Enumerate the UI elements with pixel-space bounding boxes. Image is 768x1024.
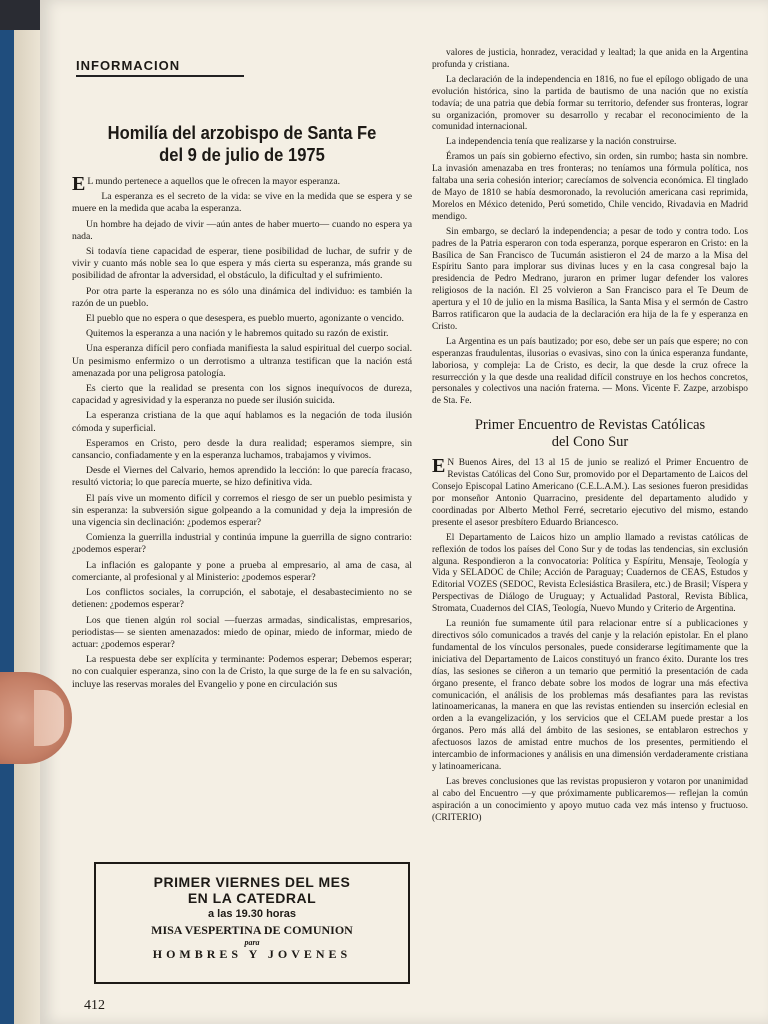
paragraph xyxy=(432,619,748,774)
paragraph-text: Éramos un país sin gobierno efectivo, sin orden, sin rumbo; hasta sin nombre. La invasión amenazaba en tres fronteras; no teníamos una fórmula política, nos faltaba una seria cohesión interior; carecíamos de solvencia económica. El tinglado de Mayo de 1810 se había desmoronado, la revolución americana casi reprimida, Morelos en México detenido, Perú sometido, Chile vencido, Rivadavia en Madrid mendigo. xyxy=(432,152,748,222)
paragraph xyxy=(72,532,412,556)
paragraph-text: Quitemos la esperanza a una nación y le habremos quitado su razón de existir. xyxy=(86,328,389,340)
paragraph-text: Un hombre ha dejado de vivir —aún antes de haber muerto— cuando no espera ya nada. xyxy=(72,218,412,242)
paragraph-text: Los conflictos sociales, la corrupción, el sabotaje, el desabastecimiento no se detienen: ¿podemos esperar? xyxy=(72,587,412,611)
paragraph-text: El país vive un momento difícil y corremos el riesgo de ser un pueblo pesimista y sin esperanza: la subversión sigue golpeando a la comunidad y deja la impresión de una vigencia sin declinación: ¿podemos esperar? xyxy=(72,492,412,529)
advert-line1: PRIMER VIERNES DEL MES xyxy=(153,874,351,890)
paragraph xyxy=(72,587,412,611)
paragraph-text: Por otra parte la esperanza no es sólo una dinámica del individuo: es también la razón de un pueblo. xyxy=(72,285,412,309)
article2-title-line2: del Cono Sur xyxy=(551,434,629,451)
paragraph xyxy=(72,173,412,195)
paragraph-text: La esperanza es el secreto de la vida: se vive en la medida que se espera y se muere en la medida que acaba la esperanza. xyxy=(72,191,412,215)
paragraph-text: Es cierto que la realidad se presenta con los signos inequívocos de dureza, capacidad y agresividad y la esperanza no puede ser ilusión suicida. xyxy=(72,383,412,407)
drop-cap: E xyxy=(432,455,446,478)
paragraph-text: valores de justicia, honradez, veracidad y lealtad; la que anida en la Argentina profunda y cristiana. xyxy=(432,48,748,70)
paragraph xyxy=(432,137,748,149)
paragraph xyxy=(432,777,748,825)
paragraph-text: Comienza la guerrilla industrial y continúa impune la guerrilla de signo contrario: ¿podemos esperar? xyxy=(72,532,412,556)
paragraph-text: L mundo pertenece a aquellos que le ofrecen la mayor esperanza. xyxy=(87,176,341,187)
paragraph xyxy=(432,337,748,408)
paragraph xyxy=(72,383,412,407)
paragraph xyxy=(72,654,412,691)
paragraph xyxy=(432,227,748,334)
paragraph-text: El Departamento de Laicos hizo un amplio llamado a revistas católicas de reflexión de todos los países del Cono Sur y de todas las tendencias, sin exclusión alguna. Respondieron a la convocatoria: Política y Espíritu, Mensaje, Teología y Vida y SELADOC de Chile; Acción de Paraguay; Cuadernos de CEAS, Estudos y Editorial VOZES (SEDOC, Revista Eclesiástica Brasilera, etc.) de Brasil; Víspera y Perspectivas de Diálogo de Uruguay; y Actualidad Pastoral, Revista Bíblica, Stromata, Cuadernos del CIAS, Teología, Nuevo Mundo y Criterio de Argentina. xyxy=(432,532,748,615)
paragraph-text: La esperanza cristiana de la que aquí hablamos es la negación de toda ilusión cómoda y superficial. xyxy=(72,410,412,434)
article1-title xyxy=(86,122,399,166)
section-heading: INFORMACION xyxy=(76,58,244,77)
paragraph-text: La respuesta debe ser explícita y terminante: Podemos esperar; Debemos esperar; no con cualquier esperanza, sino con la de Cristo, la que surge de la fe en su salvación, incluye las reservas morales del Evangelio y pone en circulación sus xyxy=(72,654,412,690)
article1-title-line2: del 9 de julio de 1975 xyxy=(159,145,325,165)
article1-title-line1: Homilía del arzobispo de Santa Fe xyxy=(107,123,377,143)
paragraph xyxy=(72,219,412,243)
advert-line6: HOMBRES Y JOVENES xyxy=(152,947,352,961)
advert-line2: EN LA CATEDRAL xyxy=(187,890,317,906)
paragraph-text: Desde el Viernes del Calvario, hemos aprendido la lección: lo que parecía fracaso, resultó victoria; lo que parecía muerte, se hizo definitiva vida. xyxy=(72,465,412,489)
paragraph xyxy=(432,533,748,616)
paragraph xyxy=(432,48,748,72)
paragraph-text: Sin embargo, se declaró la independencia; a pesar de todo y contra todo. Los padres de la Patria esperaron con toda esperanza, porque esperaron en Cristo: en la Basílica de San Francisco de Tucumán asistieron el 24 de marzo a la Misa del Espíritu Santo para implorar sus divinas luces y en la casa congresal bajo la presidencia de Pedro Medrano, juraron en primer lugar defender los valores religiosos de la nación. El 25 volvieron a San Francisco para el Te Deum de apertura y el 10 de julio en la misma Basílica, la Santa Misa y el sermón de Castro Barros ratificaron que la audacia de la declaración era hija de la fe y esperanza en Cristo. xyxy=(432,226,748,332)
paragraph-text: La reunión fue sumamente útil para relacionar entre sí a publicaciones y directivos sólo comunicados a través del canje y la relación epistolar. En el plano fundamental de los vínculos personales, puede considerarse legítimamente que la iniciativa del Departamento de Laicos constituyó un franco éxito. Durante los tres días, las sesiones se ciñeron a un temario que permitió la presentación de cada órgano presente, el franco debate sobre los modos de lograr una más efectiva comunicación, el análisis de los problemas más desafiantes para las revistas latinoamericanas, la manera en que las revistas entienden su inserción eclesial en orden a la evangelización, y los servicios que el CELAM puede prestar a los órganos. Pero más allá del ámbito de las sesiones, se entablaron estrechos y afectuosos lazos de amistad entre muchos de los presentes, permitiendo el intercambio de informaciones y análisis en una dimensión verdaderamente cristiana y latinoamericana. xyxy=(432,619,748,772)
paragraph-text: Las breves conclusiones que las revistas propusieron y votaron por unanimidad al cabo del Encuentro —y que próximamente publicaremos— reflejan la común aspiración a un conocimiento y apoyo mutuo cada vez más intenso y fructuoso. (CRITERIO) xyxy=(432,776,748,823)
paragraph-text: La Argentina es un país bautizado; por eso, debe ser un país que espere; no con esperanzas fraudulentas, ilusorias o evasivas, sino con la única esperanza fundante, laboriosa, y compleja: La de Cristo, es decir, la que desde la cruz ofrece la resurrección y la que desde una realidad difícil construye en los hechos concretos, personales y colectivos una nación fraterna. — Mons. Vicente F. Zazpe, arzobispo de Sta. Fe. xyxy=(432,336,748,407)
thumbnail xyxy=(34,690,64,746)
right-column xyxy=(432,48,748,827)
paragraph-text: Si todavía tiene capacidad de esperar, tiene posibilidad de luchar, de sufrir y de vivir y cuanto más noble sea lo que espera y más cierta su esperanza, más grande su posibilidad de afrontar la adversidad, el obstáculo, la dificultad y el sufrimiento. xyxy=(72,246,412,282)
paragraph xyxy=(432,152,748,223)
paragraph xyxy=(432,455,748,529)
drop-cap: E xyxy=(72,173,86,195)
paragraph-text: Los que tienen algún rol social —fuerzas armadas, sindicalistas, empresarios, periodistas— se sienten amenazados: miedo de opinar, miedo de informar, miedo de actuar: ¿podemos esperar? xyxy=(72,614,412,650)
left-column xyxy=(72,122,412,694)
paragraph xyxy=(72,246,412,283)
paragraph xyxy=(432,75,748,135)
paragraph-text: Una esperanza difícil pero confiada manifiesta la salud espiritual del cuerpo social. Un pesimismo enfermizo o un derrotismo a ultranza testifican que la nación está amenazada por una peligrosa patología. xyxy=(72,343,412,379)
article1-continuation xyxy=(432,48,748,408)
article1-body xyxy=(72,173,412,691)
paragraph xyxy=(72,313,412,325)
paragraph xyxy=(72,560,412,584)
paragraph xyxy=(72,615,412,652)
paragraph-text: La inflación es galopante y pone a prueba al empresario, al ama de casa, al comerciante, al profesional y al Ministerio: ¿podemos esperar? xyxy=(72,559,412,583)
advert-line3: a las 19.30 horas xyxy=(207,908,297,920)
paragraph xyxy=(72,328,412,340)
paragraph xyxy=(72,191,412,215)
paragraph-text: N Buenos Aires, del 13 al 15 de junio se realizó el Primer Encuentro de Revistas Católicas del Cono Sur, promovido por el Departamento de Laicos del Consejo Episcopal Latino Americano (C.E.L.A.M.). Las sesiones fueron presididas por monseñor Antonio Quarracino, presidente del departamento aludido y coordinadas por Alberto Methol Ferré, secretario ejecutivo del mismo, estando presente el asesor presbítero Eduardo Briancesco. xyxy=(432,458,748,528)
paragraph-text: La independencia tenía que realizarse y la nación construirse. xyxy=(446,137,677,148)
paragraph-text: El pueblo que no espera o que desespera, es pueblo muerto, agonizante o vencido. xyxy=(86,313,404,325)
paragraph xyxy=(72,410,412,434)
paragraph xyxy=(72,438,412,462)
paragraph-text: Esperamos en Cristo, pero desde la dura realidad; esperamos siempre, sin cansancio, confiadamente y en la esperanza luchamos, trabajamos y vivimos. xyxy=(72,437,412,462)
advert-line4: MISA VESPERTINA DE COMUNION xyxy=(151,923,353,937)
paragraph xyxy=(72,286,412,310)
paragraph xyxy=(72,493,412,530)
advert-line5: para xyxy=(244,938,260,947)
paragraph-text: La declaración de la independencia en 1816, no fue el epílogo obligado de una evolución histórica, sino la partida de bautismo de una nación que no existía todavía; de una patria que debía formar su territorio, defender sus fronteras, lograr su organización, promover su desarrollo y recabar el reconocimiento de la comunidad internacional. xyxy=(432,74,748,133)
mass-advertisement-box xyxy=(94,862,410,984)
page-number: 412 xyxy=(84,998,105,1013)
paragraph xyxy=(72,465,412,489)
paragraph xyxy=(72,343,412,380)
article2-title-line1: Primer Encuentro de Revistas Católicas xyxy=(474,417,706,434)
article2-title xyxy=(432,417,748,451)
article2-body xyxy=(432,455,748,824)
